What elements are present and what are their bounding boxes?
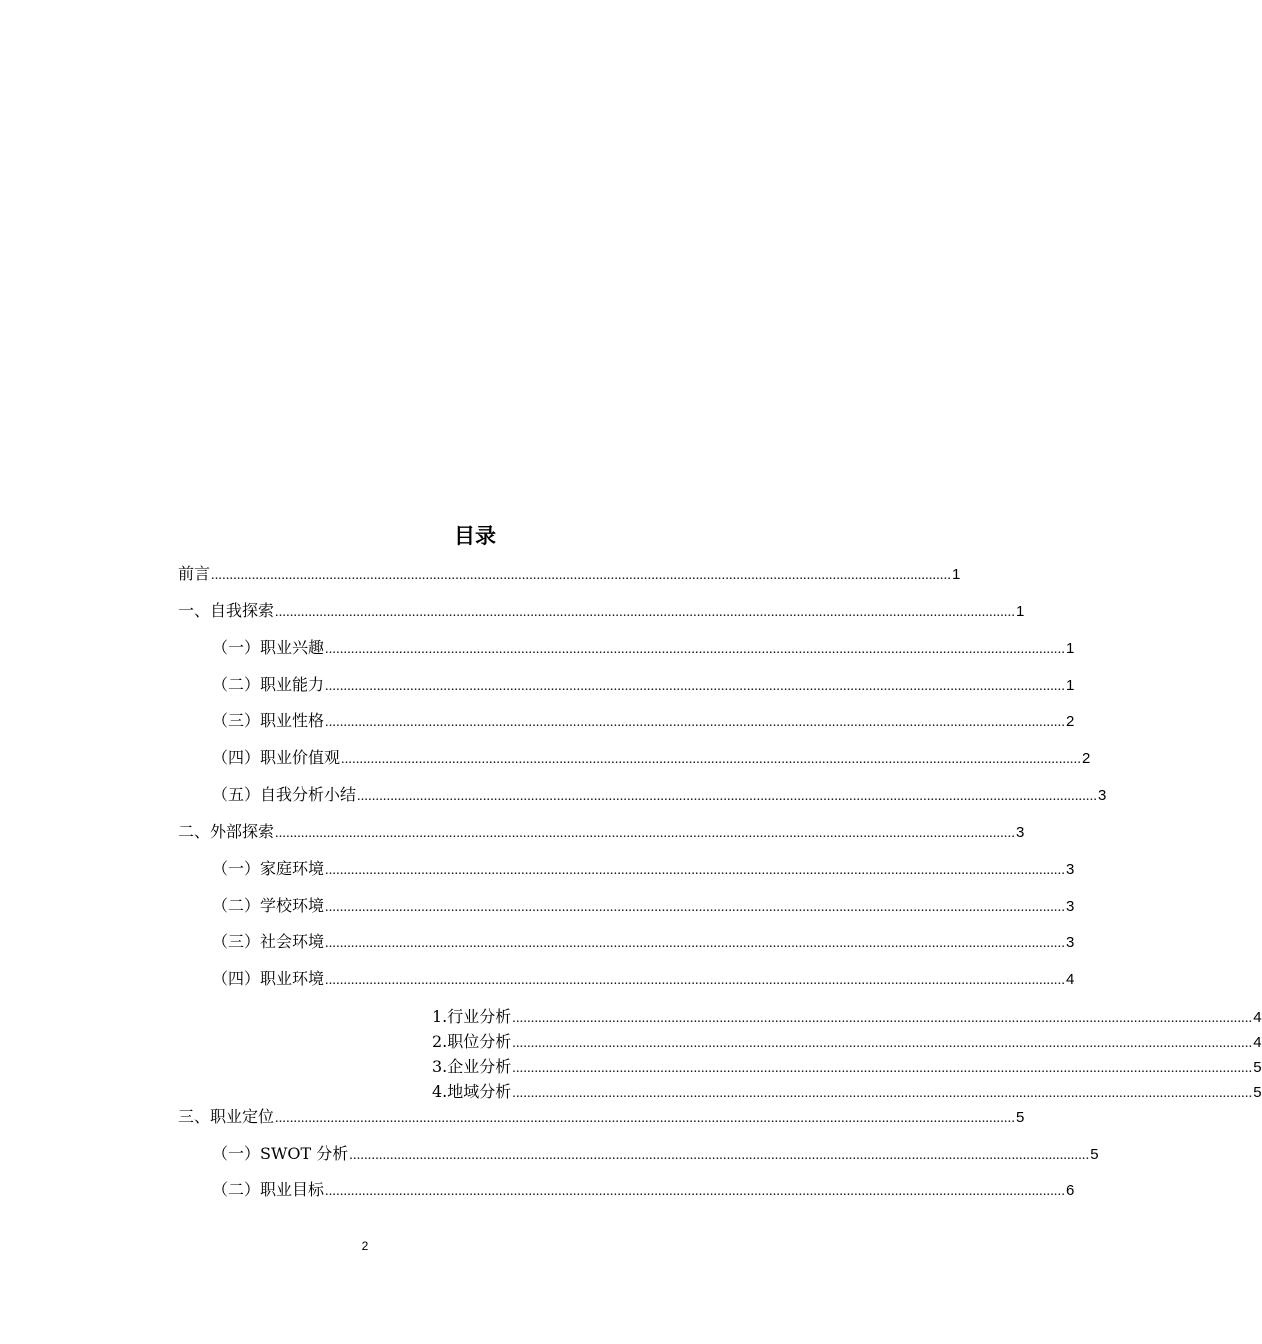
toc-dot-leader: ........................................................................................................................................................................................................ [325, 715, 1066, 730]
toc-entry-swot-analysis[interactable] [212, 1144, 1099, 1166]
toc-entry-career-interest[interactable] [212, 638, 1075, 660]
toc-entry-career-ability[interactable] [212, 675, 1075, 697]
toc-entry-industry-analysis[interactable] [432, 1007, 1262, 1029]
toc-entry-label: 前言 [178, 564, 211, 583]
toc-entry-label: （四）职业环境 [212, 969, 325, 988]
toc-entry-region-analysis[interactable] [432, 1082, 1262, 1104]
toc-entry-label: 2.职位分析 [432, 1032, 512, 1051]
toc-entry-page: 3 [1066, 934, 1075, 951]
page-number: 2 [361, 1239, 369, 1253]
toc-entry-page: 3 [1098, 787, 1107, 804]
toc-entry-preface[interactable] [178, 564, 961, 586]
toc-dot-leader: ........................................................................................................................................................................................................ [325, 679, 1066, 694]
toc-dot-leader: ........................................................................................................................................................................................................ [325, 900, 1066, 915]
toc-entry-enterprise-analysis[interactable] [432, 1057, 1262, 1079]
toc-entry-label: 三、职业定位 [178, 1107, 275, 1126]
toc-entry-label: （三）社会环境 [212, 932, 325, 951]
toc-entry-label: （一）职业兴趣 [212, 638, 325, 657]
toc-dot-leader: ........................................................................................................................................................................................................ [512, 1086, 1253, 1101]
toc-entry-page: 6 [1066, 1182, 1075, 1199]
toc-entry-self-exploration[interactable] [178, 601, 1025, 623]
toc-entry-label: （四）职业价值观 [212, 748, 341, 767]
toc-entry-career-values[interactable] [212, 748, 1091, 770]
toc-title: 目录 [454, 524, 496, 548]
toc-dot-leader: ........................................................................................................................................................................................................ [341, 752, 1082, 767]
toc-entry-page: 3 [1066, 861, 1075, 878]
toc-entry-page: 4 [1253, 1009, 1262, 1026]
toc-entry-page: 2 [1066, 713, 1075, 730]
toc-entry-career-positioning[interactable] [178, 1107, 1025, 1129]
toc-dot-leader: ........................................................................................................................................................................................................ [325, 642, 1066, 657]
toc-entry-label: 3.企业分析 [432, 1057, 512, 1076]
toc-dot-leader: ........................................................................................................................................................................................................ [325, 863, 1066, 878]
toc-entry-page: 4 [1253, 1034, 1262, 1051]
toc-entry-label: （一）家庭环境 [212, 859, 325, 878]
toc-entry-page: 1 [952, 566, 961, 583]
toc-entry-label: 二、外部探索 [178, 822, 275, 841]
toc-entry-page: 5 [1090, 1146, 1099, 1163]
toc-entry-self-analysis-summary[interactable] [212, 785, 1107, 807]
toc-entry-page: 1 [1066, 640, 1075, 657]
toc-dot-leader: ........................................................................................................................................................................................................ [325, 973, 1066, 988]
toc-dot-leader: ........................................................................................................................................................................................................ [275, 1111, 1016, 1126]
toc-entry-family-environment[interactable] [212, 859, 1075, 881]
toc-dot-leader: ........................................................................................................................................................................................................ [325, 936, 1066, 951]
toc-entry-career-personality[interactable] [212, 711, 1075, 733]
toc-dot-leader: ........................................................................................................................................................................................................ [512, 1036, 1253, 1051]
toc-entry-career-goals[interactable] [212, 1180, 1075, 1202]
toc-entry-page: 5 [1253, 1084, 1262, 1101]
toc-dot-leader: ........................................................................................................................................................................................................ [512, 1061, 1253, 1076]
toc-dot-leader: ........................................................................................................................................................................................................ [512, 1011, 1253, 1026]
toc-entry-page: 5 [1253, 1059, 1262, 1076]
toc-dot-leader: ........................................................................................................................................................................................................ [211, 568, 952, 583]
toc-entry-page: 2 [1082, 750, 1091, 767]
toc-dot-leader: ........................................................................................................................................................................................................ [275, 605, 1016, 620]
toc-entry-page: 4 [1066, 971, 1075, 988]
toc-entry-page: 3 [1066, 898, 1075, 915]
toc-entry-label: （二）职业目标 [212, 1180, 325, 1199]
toc-entry-page: 5 [1016, 1109, 1025, 1126]
toc-entry-label: 1.行业分析 [432, 1007, 512, 1026]
toc-entry-label: （五）自我分析小结 [212, 785, 357, 804]
toc-entry-page: 3 [1016, 824, 1025, 841]
toc-entry-page: 1 [1016, 603, 1025, 620]
toc-dot-leader: ........................................................................................................................................................................................................ [275, 826, 1016, 841]
toc-entry-page: 1 [1066, 677, 1075, 694]
toc-entry-school-environment[interactable] [212, 896, 1075, 918]
toc-entry-label: （三）职业性格 [212, 711, 325, 730]
toc-entry-label: （二）学校环境 [212, 896, 325, 915]
toc-entry-label: （一）SWOT 分析 [212, 1144, 349, 1163]
toc-entry-label: 4.地域分析 [432, 1082, 512, 1101]
toc-dot-leader: ........................................................................................................................................................................................................ [325, 1184, 1066, 1199]
toc-entry-social-environment[interactable] [212, 932, 1075, 954]
toc-dot-leader: ........................................................................................................................................................................................................ [357, 789, 1098, 804]
toc-entry-label: 一、自我探索 [178, 601, 275, 620]
toc-dot-leader: ........................................................................................................................................................................................................ [349, 1148, 1090, 1163]
toc-entry-position-analysis[interactable] [432, 1032, 1262, 1054]
toc-entry-label: （二）职业能力 [212, 675, 325, 694]
toc-entry-career-environment[interactable] [212, 969, 1075, 991]
toc-entry-external-exploration[interactable] [178, 822, 1025, 844]
